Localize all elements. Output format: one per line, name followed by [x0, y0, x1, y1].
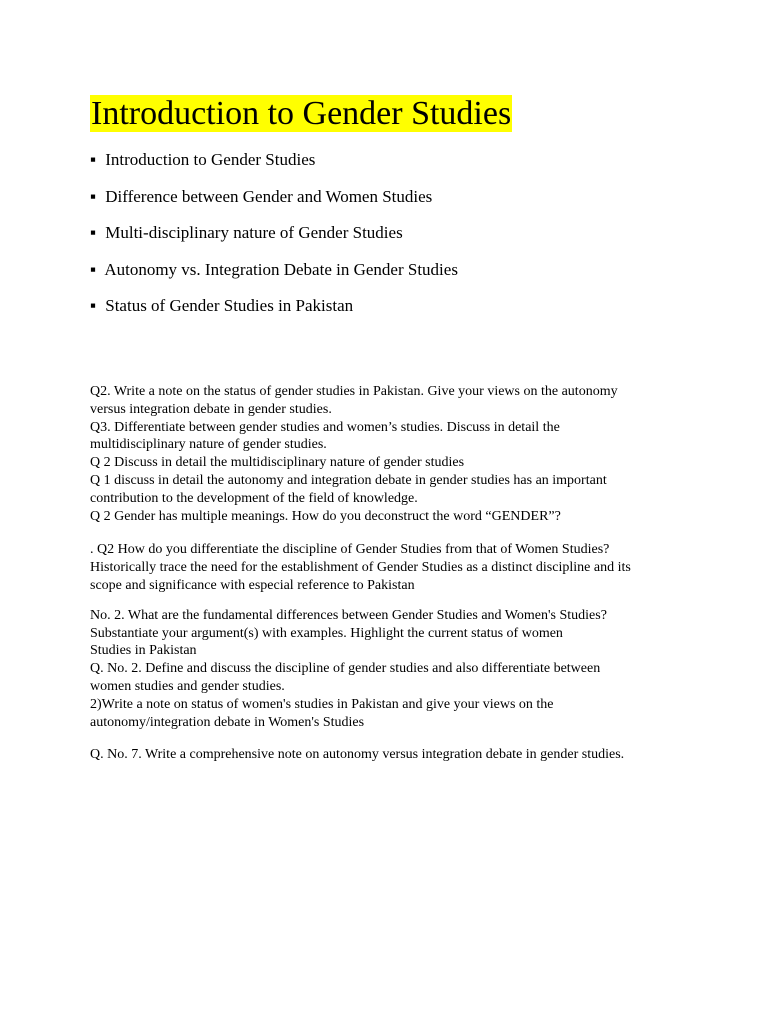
question-line: women studies and gender studies. [90, 678, 285, 694]
question-line: Q. No. 7. Write a comprehensive note on autonomy versus integration debate in gender studies. [90, 747, 625, 763]
list-item-text: Autonomy vs. Integration Debate in Gender Studies [104, 259, 458, 279]
question-block-4 [90, 746, 690, 764]
question-line: Q 2 Gender has multiple meanings. How do you deconstruct the word “GENDER”? [90, 508, 561, 524]
list-item [90, 258, 458, 295]
bullet-square-icon: ▪ [90, 186, 97, 206]
bullet-square-icon: ▪ [90, 296, 97, 315]
question-line: Historically trace the need for the establishment of Gender Studies as a distinct discipline and its [90, 560, 631, 576]
page-title [90, 93, 512, 135]
question-line: Q2. Write a note on the status of gender studies in Pakistan. Give your views on the autonomy [90, 384, 618, 399]
paragraph-spacer [90, 731, 690, 746]
question-line: Q 2 Discuss in detail the multidisciplinary nature of gender studies [90, 455, 465, 471]
question-line: Q 1 discuss in detail the autonomy and integration debate in gender studies has an important [90, 472, 607, 488]
question-line: Studies in Pakistan [90, 643, 197, 659]
list-item [90, 185, 458, 222]
question-line: . Q2 How do you differentiate the discipline of Gender Studies from that of Women Studies? [90, 542, 610, 558]
list-item-text: Introduction to Gender Studies [105, 150, 316, 169]
question-line: 2)Write a note on status of women's studies in Pakistan and give your views on the [90, 696, 554, 712]
question-block-3 [90, 607, 690, 732]
paragraph-spacer [90, 595, 690, 607]
bullet-square-icon: ▪ [90, 150, 97, 169]
question-block-1 [90, 383, 690, 525]
question-block-2 [90, 541, 690, 594]
list-item-text: Difference between Gender and Women Studies [105, 186, 433, 206]
list-item-text: Multi-disciplinary nature of Gender Studies [105, 223, 403, 242]
question-line: Q. No. 2. Define and discuss the discipline of gender studies and also differentiate between [90, 661, 601, 677]
bullet-square-icon: ▪ [90, 259, 97, 279]
paragraph-spacer [90, 525, 690, 541]
title-highlight: Introduction to Gender Studies [91, 95, 512, 132]
question-line: versus integration debate in gender studies. [90, 401, 332, 417]
list-item [90, 294, 458, 331]
question-line: multidisciplinary nature of gender studies. [90, 437, 327, 453]
question-line: scope and significance with especial reference to Pakistan [90, 577, 415, 593]
list-item [90, 221, 458, 258]
bullet-square-icon: ▪ [90, 223, 97, 242]
questions-section [90, 383, 690, 764]
question-line: contribution to the development of the field of knowledge. [90, 490, 418, 506]
question-line: autonomy/integration debate in Women's Studies [90, 714, 365, 730]
list-item-text: Status of Gender Studies in Pakistan [105, 296, 354, 315]
question-line: Q3. Differentiate between gender studies and women’s studies. Discuss in detail the [90, 419, 560, 435]
topic-list [90, 148, 458, 331]
list-item [90, 148, 458, 185]
question-line: No. 2. What are the fundamental differences between Gender Studies and Women's Studies? [90, 607, 607, 623]
question-line: Substantiate your argument(s) with examples. Highlight the current status of women [90, 625, 563, 641]
